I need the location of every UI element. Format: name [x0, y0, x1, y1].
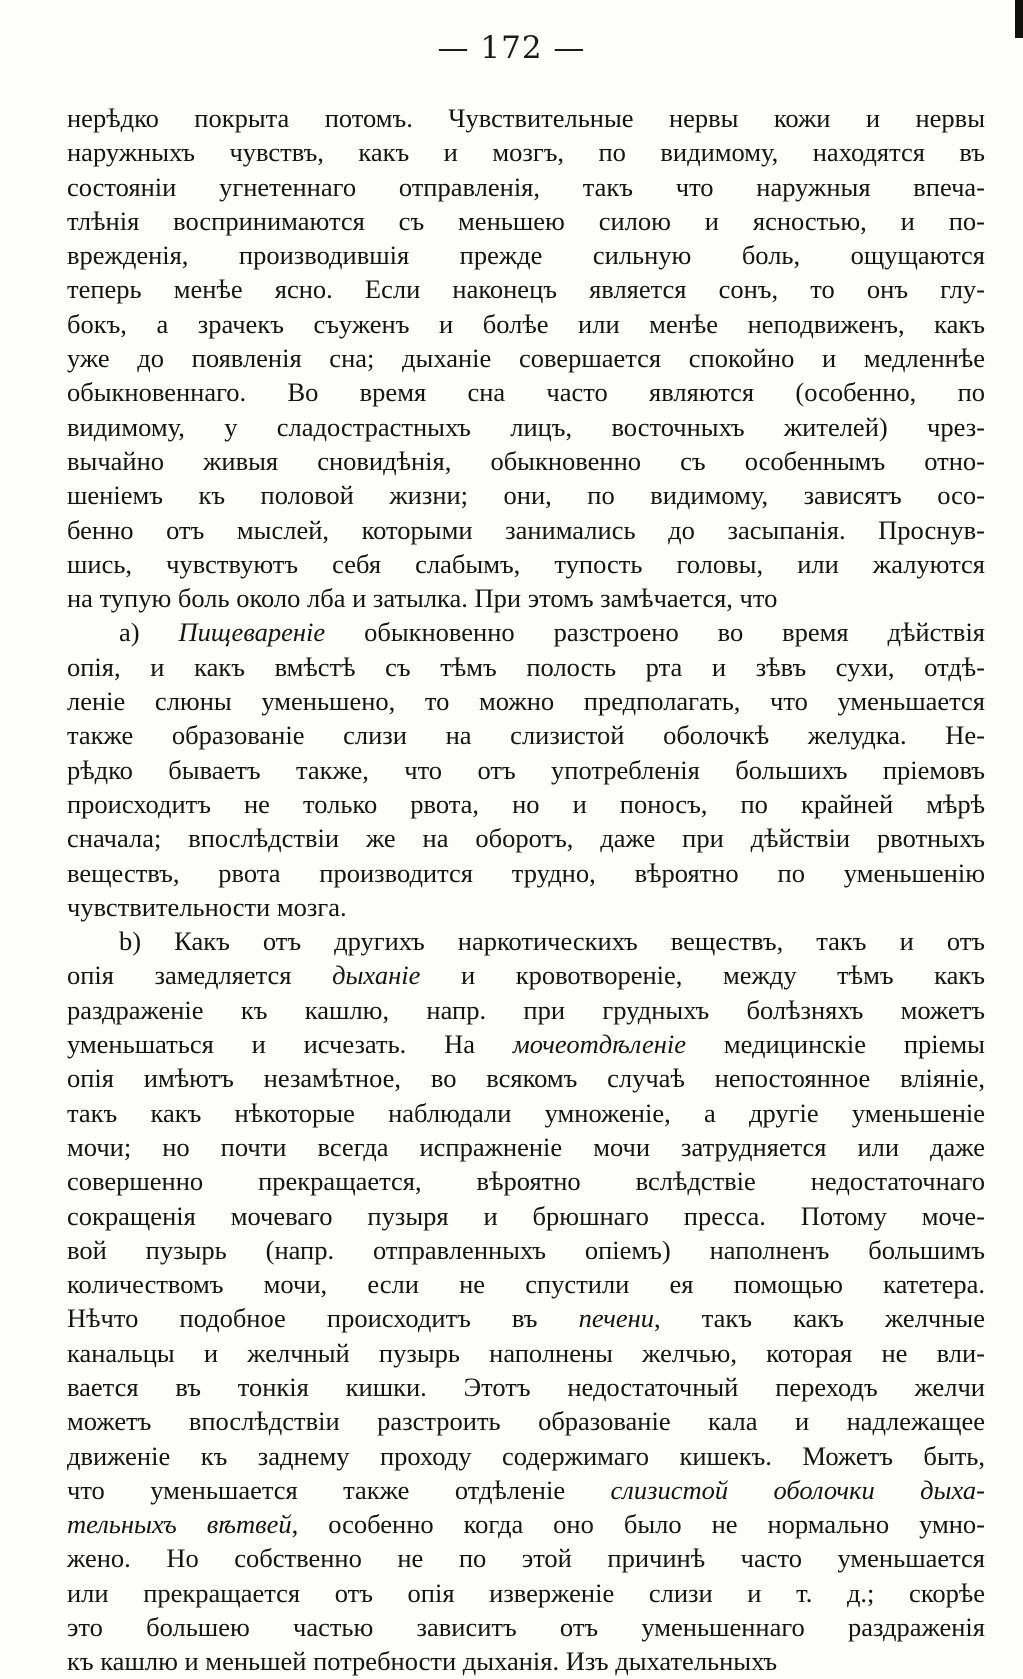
- text-run: совершенно прекращается, вѣроятно вслѣдствіе недостаточнаго: [67, 1166, 985, 1197]
- text-line: [67, 856, 985, 890]
- text-line: [67, 890, 985, 924]
- text-run: вой пузырь (напр. отправленныхъ опіемъ) наполненъ большимъ: [67, 1234, 985, 1265]
- text-line: [67, 1370, 985, 1404]
- text-line: [67, 718, 985, 752]
- text-line: [67, 684, 985, 718]
- text-line: [67, 993, 985, 1027]
- text-run: вычайно живыя сновидѣнія, обыкновенно съ особеннымъ отно-: [67, 445, 985, 476]
- text-run: шись, чувствуютъ себя слабымъ, тупость головы, или жалуются: [67, 548, 985, 579]
- text-run: вается въ тонкія кишки. Этотъ недостаточный переходъ желчи: [67, 1371, 985, 1402]
- emphasized-term: дыханіе: [332, 960, 421, 991]
- text-line: [67, 1473, 985, 1507]
- text-line: [67, 547, 985, 581]
- text-line: [67, 1541, 985, 1575]
- text-run: нерѣдко покрыта потомъ. Чувствительные нервы кожи и нервы: [67, 103, 985, 133]
- text-run: уже до появленія сна; дыханіе совершается спокойно и медленнѣе: [67, 343, 985, 374]
- text-run: движеніе къ заднему проходу содержимаго кишекъ. Можетъ быть,: [67, 1440, 985, 1471]
- text-line: [67, 410, 985, 444]
- text-run: на тупую боль около лба и затылка. При этомъ замѣчается, что: [67, 583, 778, 614]
- text-run: тлѣнія воспринимаются съ меньшею силою и ясностью, и по-: [67, 205, 985, 236]
- text-line: [67, 1027, 985, 1061]
- text-run: Нѣчто подобное происходитъ въ: [67, 1303, 579, 1334]
- text-run: , особенно когда оно было не нормально умно-: [291, 1509, 985, 1540]
- text-run: наружныхъ чувствъ, какъ и мозгъ, по видимому, находятся въ: [67, 137, 985, 168]
- text-run: такъ какъ нѣкоторые наблюдали умноженіе, а другіе уменьшеніе: [67, 1097, 985, 1128]
- text-run: канальцы и желчный пузырь наполнены желчью, которая не вли-: [67, 1337, 985, 1368]
- text-line: [67, 101, 985, 135]
- text-run: количествомъ мочи, если не спустили ея помощью катетера.: [67, 1269, 985, 1300]
- text-run: опія замедляется: [67, 960, 333, 991]
- text-run: также образованіе слизи на слизистой оболочкѣ желудка. Не-: [67, 720, 985, 751]
- text-line: [67, 513, 985, 547]
- text-run: a): [119, 617, 179, 648]
- text-run: , такъ какъ желчные: [654, 1303, 985, 1334]
- text-line: [67, 753, 985, 787]
- text-line: [67, 821, 985, 855]
- text-run: сначала; впослѣдствіи же на оборотъ, даже при дѣйствіи рвотныхъ: [67, 823, 985, 854]
- text-line: [67, 1644, 985, 1678]
- text-run: мочи; но почти всегда испражненіе мочи затрудняется или даже: [67, 1131, 985, 1162]
- text-run: опія имѣютъ незамѣтное, во всякомъ случаѣ непостоянное вліяніе,: [67, 1063, 985, 1094]
- text-line: [67, 238, 985, 272]
- text-run: и кровотвореніе, между тѣмъ какъ: [420, 960, 985, 991]
- text-run: b) Какъ отъ другихъ наркотическихъ веществъ, такъ и отъ: [119, 926, 985, 957]
- text-line: [67, 135, 985, 169]
- text-run: теперь менѣе ясно. Если наконецъ является сонъ, то онъ глу-: [67, 274, 985, 305]
- text-line: [67, 1061, 985, 1095]
- text-line: [67, 924, 985, 958]
- text-line: [67, 444, 985, 478]
- text-line: [67, 1404, 985, 1438]
- page-number: — 172 —: [437, 30, 586, 66]
- text-line: [67, 1164, 985, 1198]
- text-line: [67, 170, 985, 204]
- text-run: шеніемъ къ половой жизни; они, по видимому, зависятъ осо-: [67, 480, 985, 511]
- text-line: [67, 1233, 985, 1267]
- page-body: [67, 101, 985, 1679]
- text-run: жено. Но собственно не по этой причинѣ часто уменьшается: [67, 1543, 985, 1574]
- text-line: [67, 307, 985, 341]
- text-run: обыкновеннаго. Во время сна часто являются (особенно, по: [67, 377, 985, 408]
- text-line: [67, 615, 985, 649]
- emphasized-term: тельныхъ вѣтвей: [67, 1509, 292, 1540]
- text-run: чувствительности мозга.: [67, 891, 347, 922]
- text-run: опія, и какъ вмѣстѣ съ тѣмъ полость рта и зѣвъ сухи, отдѣ-: [67, 651, 985, 682]
- text-run: уменьшаться и исчезать. На: [67, 1029, 513, 1060]
- text-run: леніе слюны уменьшено, то можно предполагать, что уменьшается: [67, 686, 985, 717]
- text-run: медицинскіе пріемы: [686, 1029, 985, 1060]
- text-run: врежденія, производившія прежде сильную боль, ощущаются: [67, 240, 985, 271]
- paragraph: [67, 924, 985, 1679]
- text-run: къ кашлю и меньшей потребности дыханія. Изъ дыхательныхъ: [67, 1646, 778, 1677]
- text-run: или прекращается отъ опія изверженіе слизи и т. д.; скорѣе: [67, 1577, 985, 1608]
- text-line: [67, 581, 985, 615]
- text-run: это большею частью зависитъ отъ уменьшеннаго раздраженія: [67, 1612, 985, 1643]
- text-run: видимому, у сладострастныхъ лицъ, восточныхъ жителей) чрез-: [67, 411, 985, 442]
- text-run: происходитъ не только рвота, но и поносъ, по крайней мѣрѣ: [67, 788, 985, 819]
- text-run: бокъ, а зрачекъ съуженъ и болѣе или менѣе неподвиженъ, какъ: [67, 308, 985, 339]
- text-run: состояніи угнетеннаго отправленія, такъ что наружныя впеча-: [67, 171, 985, 202]
- text-line: [67, 1301, 985, 1335]
- text-line: [67, 1610, 985, 1644]
- text-run: обыкновенно разстроено во время дѣйствія: [325, 617, 985, 648]
- text-run: раздраженіе къ кашлю, напр. при грудныхъ болѣзняхъ можетъ: [67, 994, 985, 1025]
- paragraph: [67, 615, 985, 924]
- text-line: [67, 1576, 985, 1610]
- text-line: [67, 272, 985, 306]
- text-line: [67, 650, 985, 684]
- emphasized-term: печени: [578, 1303, 655, 1334]
- emphasized-term: Пищевареніе: [178, 617, 326, 648]
- text-line: [67, 1439, 985, 1473]
- emphasized-term: мочеотдѣленіе: [512, 1029, 687, 1060]
- text-line: [67, 1267, 985, 1301]
- emphasized-term: слизистой оболочки дыха-: [610, 1474, 985, 1505]
- text-line: [67, 375, 985, 409]
- text-line: [67, 958, 985, 992]
- text-run: сокращенія мочеваго пузыря и брюшнаго пресса. Потому моче-: [67, 1200, 985, 1231]
- paragraph: [67, 101, 985, 615]
- text-line: [67, 1096, 985, 1130]
- text-line: [67, 787, 985, 821]
- text-line: [67, 1199, 985, 1233]
- text-run: рѣдко бываетъ также, что отъ употребленія большихъ пріемовъ: [67, 754, 985, 785]
- text-line: [67, 1507, 985, 1541]
- text-line: [67, 341, 985, 375]
- text-run: веществъ, рвота производится трудно, вѣроятно по уменьшенію: [67, 857, 985, 888]
- text-line: [67, 478, 985, 512]
- text-run: бенно отъ мыслей, которыми занимались до засыпанія. Проснув-: [67, 514, 985, 545]
- text-line: [67, 204, 985, 238]
- text-line: [67, 1130, 985, 1164]
- text-run: можетъ впослѣдствіи разстроить образованіе кала и надлежащее: [67, 1406, 985, 1437]
- text-run: что уменьшается также отдѣленіе: [67, 1474, 611, 1505]
- text-line: [67, 1336, 985, 1370]
